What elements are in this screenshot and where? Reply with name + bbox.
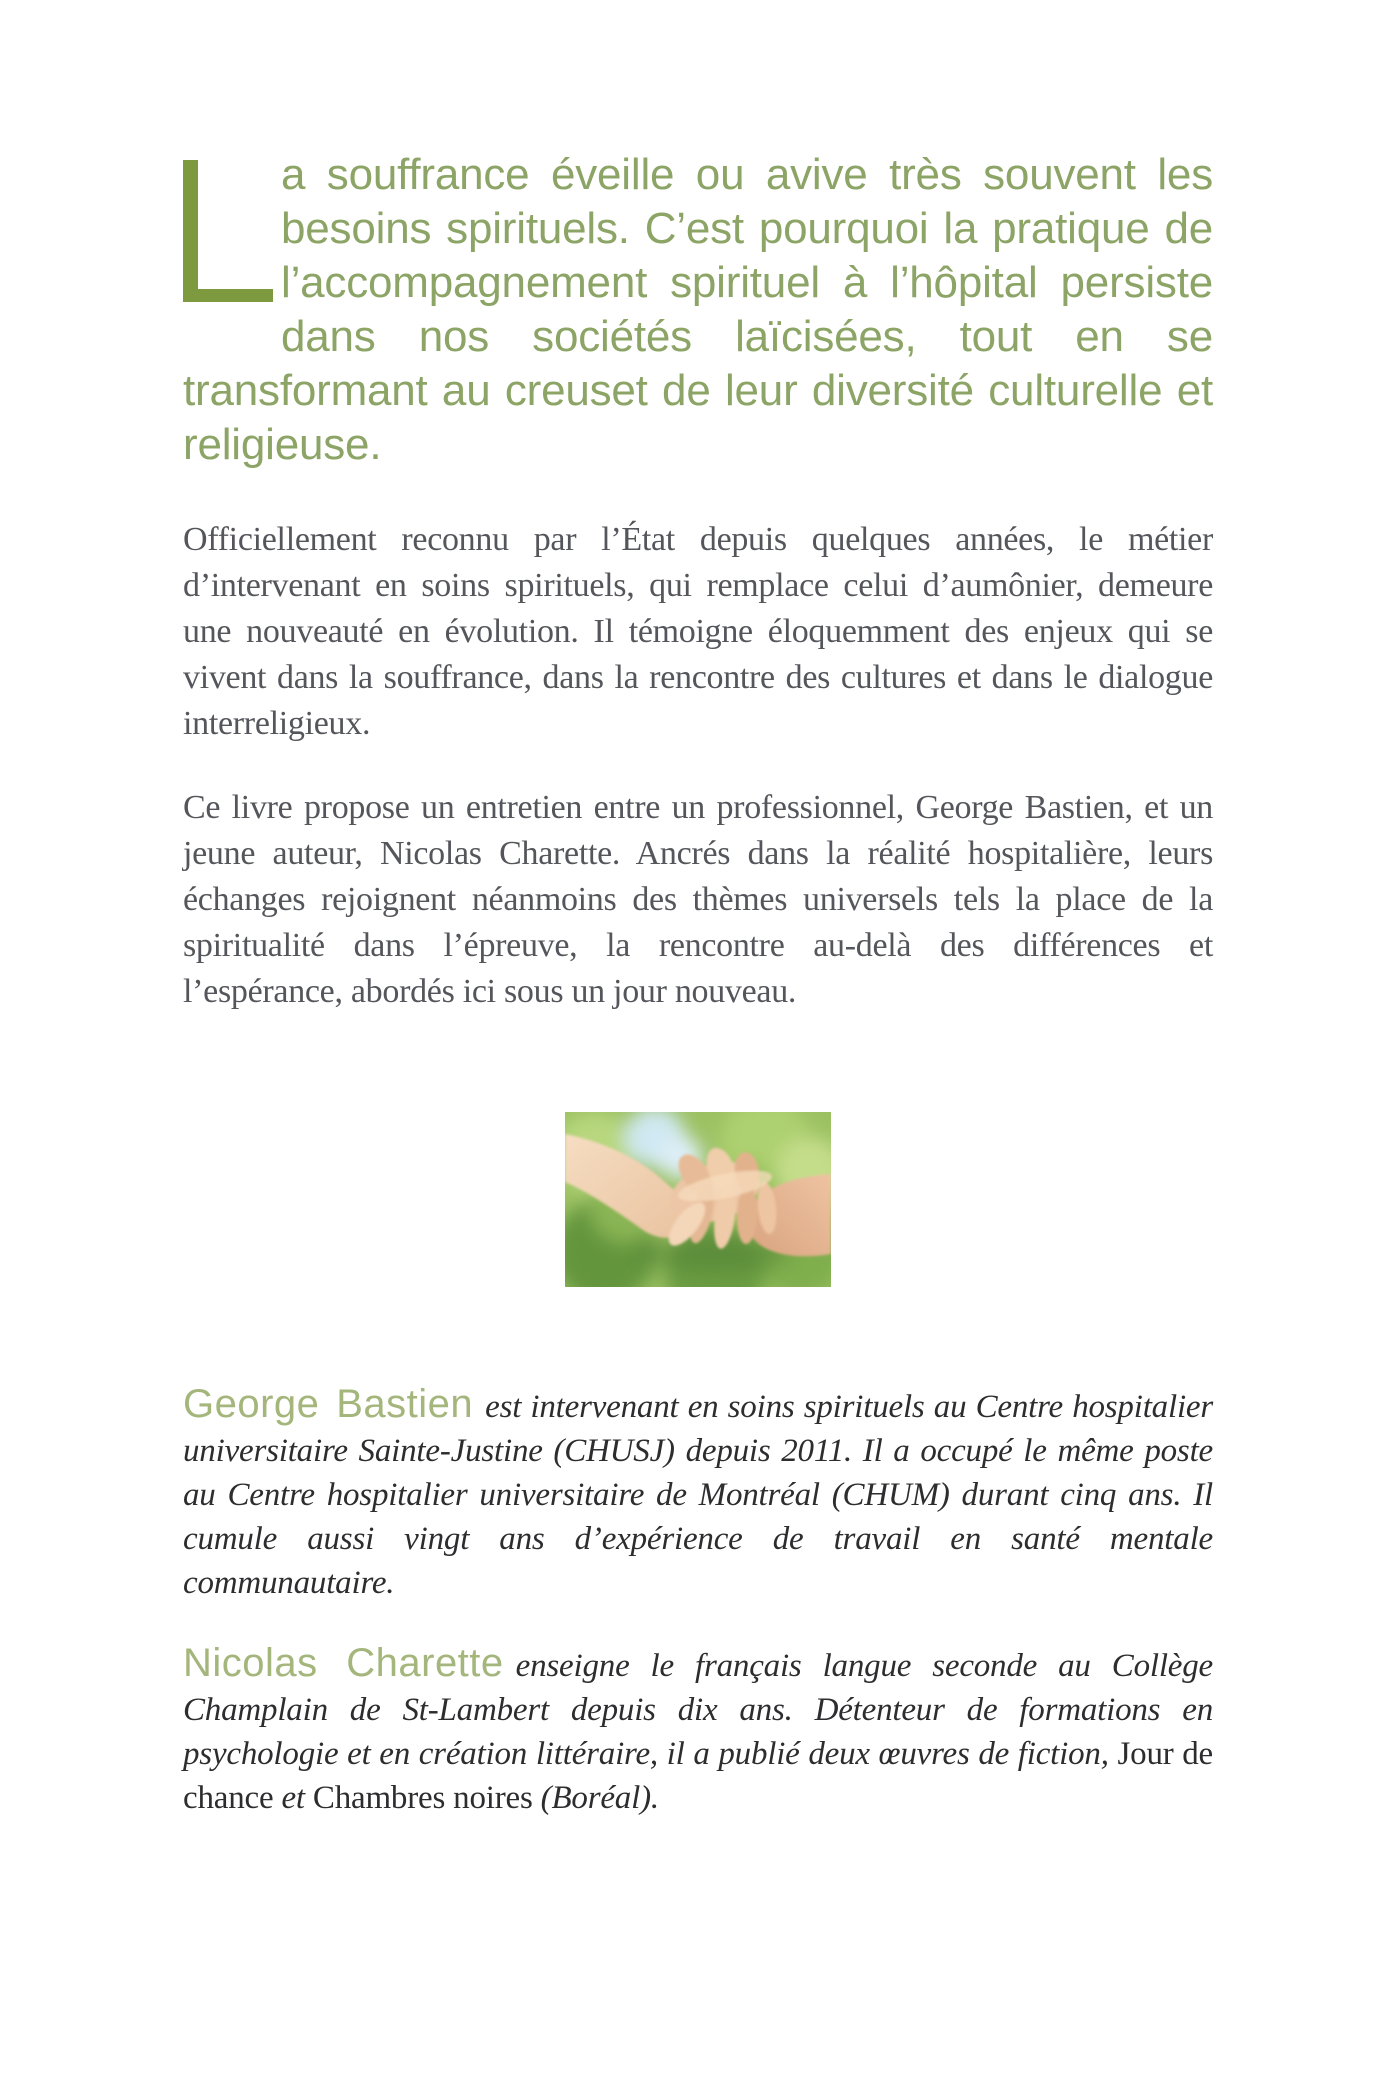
bio-nicolas-charette — [183, 1641, 1213, 1820]
lead-paragraph-text: a souffrance éveille ou avive très souvent les besoins spirituels. C’est pourquoi la pratique de l’accompagnement spirituel à l’hôpital persiste dans nos sociétés laïcisées, tout en se transformant au creuset de leur diversité culturelle et religieuse. — [183, 150, 1213, 469]
body-paragraph-1: Officiellement reconnu par l’État depuis quelques années, le métier d’intervenant en soins spirituels, qui remplace celui d’aumônier, demeure une nouveauté en évolution. Il témoigne éloquemment des enjeux qui se vivent dans la souffrance, dans la rencontre des cultures et dans le dialogue interreligieux. — [183, 521, 1213, 742]
lead-paragraph — [183, 148, 1213, 472]
bio-george-bastien — [183, 1382, 1213, 1605]
dropcap-letter-L — [183, 148, 281, 314]
book-title-chambres-noires: Chambres noires — [312, 1780, 533, 1816]
bio-george-bastien-text: est intervenant en soins spirituels au Centre hospitalier universitaire Sainte-Justine (CHUSJ) depuis 2011. Il a occupé le même poste au Centre hospitalier universitaire de Montréal (CHUM) durant cinq ans. Il cumule aussi vingt ans d’expérience de travail en santé mentale communautaire. — [183, 1389, 1214, 1601]
author-name-nicolas-charette: Nicolas Charette — [183, 1641, 504, 1685]
text-column — [183, 148, 1213, 1820]
bio-nicolas-charette-text-2: et — [273, 1780, 313, 1816]
clasped-hands-photo — [565, 1112, 831, 1287]
author-name-george-bastien: George Bastien — [183, 1382, 474, 1426]
body-paragraph-2: Ce livre propose un entretien entre un professionnel, George Bastien, et un jeune auteur, Nicolas Charette. Ancrés dans la réalité hospitalière, leurs échanges rejoignent néanmoins des thèmes universels tels la place de la spiritualité dans l’épreuve, la rencontre au-delà des différences et l’espérance, abordés ici sous un jour nouveau. — [183, 789, 1213, 1010]
bio-nicolas-charette-text-3: (Boréal). — [532, 1780, 659, 1816]
bio-nicolas-charette-text-1: enseigne le français langue seconde au Collège Champlain de St-Lambert depuis dix ans. Détenteur de formations en psychologie et en création littéraire, il a publié deux œuvres de fiction, — [183, 1648, 1214, 1772]
book-title-jour-de-chance: Jour de chance — [183, 1736, 1213, 1816]
